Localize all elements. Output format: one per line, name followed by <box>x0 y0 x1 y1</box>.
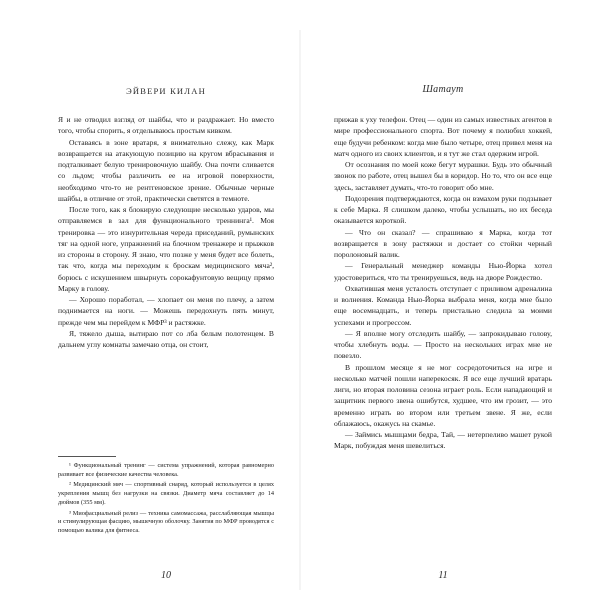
footnote: ² Медицинский мяч — спортивный снаряд, который используется в целях укрепления мышц без нагрузки на связки. Диаметр мяча составляет до 14 дюймов (355 мм). <box>58 481 274 507</box>
right-paragraph: От осознания по моей коже бегут мурашки. Будь это обычный звонок по работе, отец вышел бы в коридор. Но то, что он все еще здесь, заставляет думать, что-то говорит обо мне. <box>334 160 552 192</box>
right-body-text <box>334 114 552 452</box>
right-paragraph: — Займись мышцами бедра, Тай, — нетерпеливо машет рукой Марк, побуждая меня шевелиться. <box>334 430 552 451</box>
left-body-text <box>58 114 274 350</box>
left-paragraph: Оставаясь в зоне вратаря, я внимательно слежу, как Марк возвращается на атакующую позицию на кругом вбрасывания и подталкивает белую тренировочную шайбу. Она почти сливается со льдом; чтобы различить ее на игровой поверхности, необходимо что-то не рентгеновское зрение. Обычные черные шайбы, в отличие от этой, практически светятся в темноте. <box>58 137 274 203</box>
footnote-rule <box>58 456 116 457</box>
right-running-head: Шатаут <box>422 84 464 95</box>
footnote: ¹ Функциональный тренинг — система упражнений, которая равномерно развивает все физические качества человека. <box>58 462 274 478</box>
right-page <box>334 0 552 600</box>
left-running-head: ЭЙВЕРИ КИЛАН <box>126 86 206 96</box>
left-paragraph: — Хорошо поработал, — хлопает он меня по плечу, а затем поднимается на ноги. — Можешь передохнуть пять минут, прежде чем мы перейдем к МФР³ и растяжке. <box>58 295 274 327</box>
footnote: ³ Миофасциальный релиз — техника самомассажа, расслабляющая мышцы и стимулирующая фасцию, мышечную оболочку. Занятия по МФР проводятся с помощью валика для фитнеса. <box>58 509 274 535</box>
left-paragraph: После того, как я блокирую следующие несколько ударов, мы отправляемся в зал для функционального треннинга¹. Моя тренировка — это изнурительная череда приседаний, румынских тяг на одной ноге, упражнений на блочном тренажере и прыжков из стороны в сторону. Я знаю, что позже у меня будет все болеть, так что, когда мы переходим к броскам медицинского мяча², борюсь с искушением швырнуть сорокафунтовую вещицу прямо Марку в голову. <box>58 205 274 293</box>
left-page <box>58 0 274 600</box>
right-paragraph: В прошлом месяце я не мог сосредоточиться на игре и несколько матчей пошли наперекосяк. Я все еще лучший вратарь лиги, но вторая половина сезона играет роль. Если нападающий и защитник первого звена ошибутся, худшее, что им грозит, — это временно играть во втором или третьем звене. Я же, если облажаюсь, окажусь на скамье. <box>334 362 552 428</box>
right-paragraph: — Я вполне могу отследить шайбу, — запрокидываю голову, чтобы хлебнуть воды. — Просто на нескольких играх мне не повезло. <box>334 328 552 361</box>
right-page-number: 11 <box>438 570 448 581</box>
right-paragraph: прижав к уху телефон. Отец — один из самых известных агентов в мире профессионального спорта. Вот почему я полюбил хоккей, еще будучи ребенком: когда мне было четыре, отец привел меня на матч одного из своих клиентов, и я тут же стал одержим игрой. <box>334 115 552 158</box>
book-gutter <box>299 30 301 590</box>
right-paragraph: — Что он сказал? — спрашиваю я Марка, когда тот возвращается в зону растяжки и достает со стойки черный поролоновый валик. <box>334 227 552 259</box>
right-paragraph: — Генеральный менеджер команды Нью-Йорка хотел удостовериться, что ты тренируешься, ведь на дворе Рождество. <box>334 261 552 282</box>
right-paragraph: Подозрения подтверждаются, когда он взмахом руки подзывает к себе Марка. Я слишком далеко, чтобы услышать, но их беседа оказывается короткой. <box>334 193 552 226</box>
left-paragraph: Я, тяжело дыша, вытираю пот со лба белым полотенцем. В дальнем углу комнаты замечаю отца, он стоит, <box>58 328 274 349</box>
footnotes <box>58 462 274 538</box>
right-paragraph: Охватившая меня усталость отступает с приливом адреналина и волнения. Команда Нью-Йорка выбрала меня, когда мне было еще восемнадцать, и теперь пристально следила за моими успехами и прогрессом. <box>334 283 552 327</box>
left-paragraph: Я и не отводил взгляд от шайбы, что и раздражает. Но вместо того, чтобы спорить, я отделываюсь простым кивком. <box>58 115 274 136</box>
left-page-number: 10 <box>161 570 171 581</box>
